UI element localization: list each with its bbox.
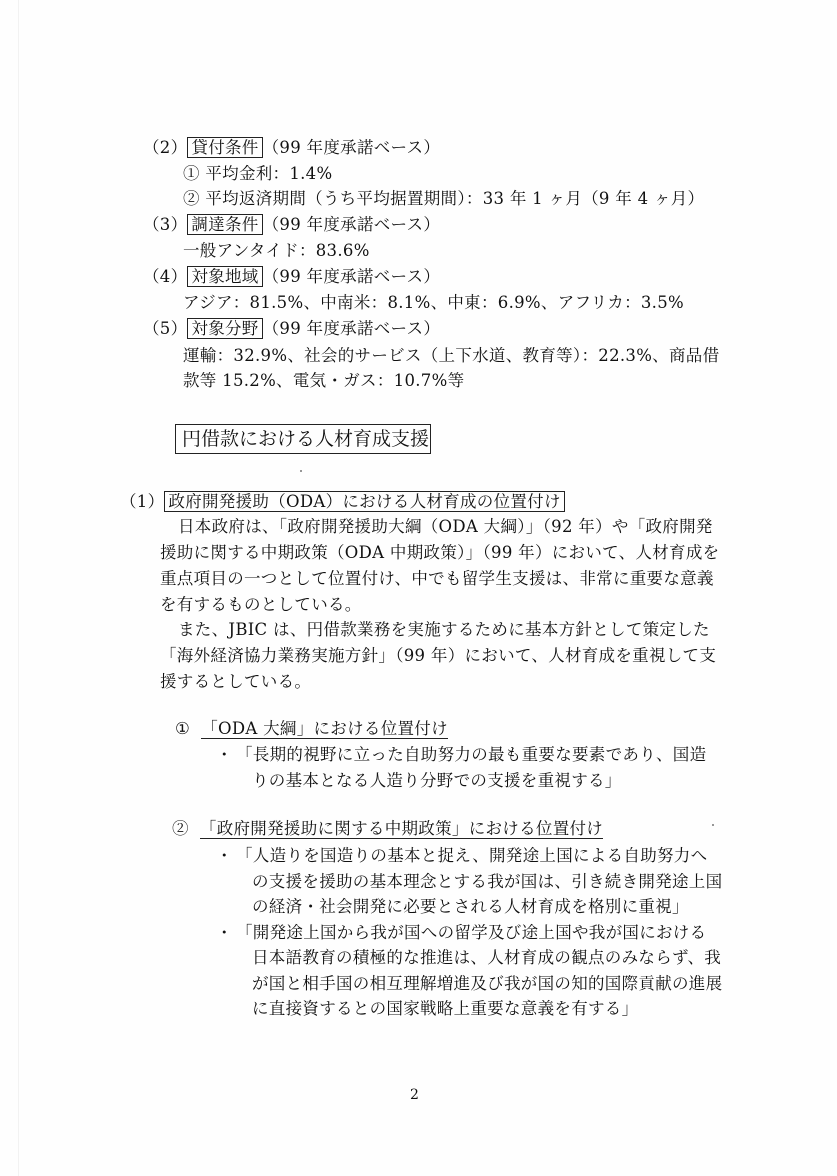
- item-1-label: 「ODA 大綱」における位置付け: [201, 719, 448, 738]
- section-4-text: アジア：81.5%、中南米：8.1%、中東：6.9%、アフリカ：3.5%: [183, 293, 684, 312]
- section-2-header: [143, 137, 440, 159]
- item-2-quote-2-line-4: に直接資するとの国家戦略上重要な意義を有する」: [252, 999, 639, 1018]
- paragraph-2-line-3: 援するとしている。: [160, 672, 312, 691]
- section-3-note: （99 年度承諾ベース）: [262, 215, 441, 234]
- item-1-bullet: ・: [216, 745, 233, 764]
- scan-edge: [18, 0, 19, 1176]
- section-5-header: [143, 318, 440, 340]
- section-4-number: （4）: [143, 267, 188, 286]
- item-2-quote-2-line-2: 日本語教育の積極的な推進は、人材育成の観点のみならず、我: [252, 948, 722, 967]
- item-2-bullet-2: ・: [216, 923, 233, 942]
- section-5-note: （99 年度承諾ベース）: [262, 319, 441, 338]
- page-number: 2: [410, 1087, 419, 1103]
- section-2-number: （2）: [143, 138, 188, 157]
- item-1-header: [175, 718, 448, 740]
- paragraph-1-line-2: 援助に関する中期政策（ODA 中期政策）」（99 年）において、人材育成を: [160, 543, 720, 562]
- section-3-header: [143, 214, 440, 236]
- section-5-number: （5）: [143, 319, 188, 338]
- item-2-quote-2-line-3: が国と相手国の相互理解増進及び我が国の知的国際貢献の進展: [252, 974, 723, 993]
- section-3-text: 一般アンタイド：83.6%: [183, 241, 370, 260]
- item-2-number: ②: [172, 819, 189, 838]
- paragraph-2-line-1: また、JBIC は、円借款業務を実施するために基本方針として策定した: [178, 620, 710, 639]
- section-2-note: （99 年度承諾ベース）: [262, 138, 441, 157]
- scan-speck: [300, 470, 302, 472]
- section-2-item-2: ② 平均返済期間（うち平均据置期間）：33 年 1 ヶ月（9 年 4 ヶ月）: [183, 189, 705, 208]
- section-4-note: （99 年度承諾ベース）: [262, 267, 441, 286]
- section-4-header: [143, 266, 440, 288]
- item-1-number: ①: [175, 719, 191, 738]
- section-2-label: 貸付条件: [187, 137, 262, 158]
- item-2-quote-1-line-3: の経済・社会開発に必要とされる人材育成を格別に重視」: [252, 897, 689, 916]
- item-2-bullet-1: ・: [216, 846, 233, 865]
- scan-speck: [712, 824, 714, 826]
- item-2-header: [172, 818, 603, 840]
- section-5-label: 対象分野: [187, 318, 262, 339]
- item-2-quote-2-line-1: 「開発途上国から我が国への留学及び途上国や我が国における: [236, 923, 707, 942]
- item-2-quote-1-line-2: の支援を援助の基本理念とする我が国は、引き続き開発途上国: [252, 872, 723, 891]
- paragraph-1-line-3: 重点項目の一つとして位置付け、中でも留学生支援は、非常に重要な意義: [160, 569, 714, 588]
- section-3-label: 調達条件: [187, 214, 262, 235]
- section-heading: 円借款における人材育成支援: [175, 424, 431, 454]
- subsection-1-label: 政府開発援助（ODA）における人材育成の位置付け: [164, 491, 564, 512]
- paragraph-1-line-4: を有するものとしている。: [160, 595, 362, 614]
- item-2-label: 「政府開発援助に関する中期政策」における位置付け: [199, 819, 604, 838]
- subsection-1-number: （1）: [120, 492, 165, 511]
- paragraph-1-line-1: 日本政府は、「政府開発援助大綱（ODA 大綱）」（92 年）や「政府開発: [178, 517, 713, 536]
- section-4-label: 対象地域: [187, 266, 262, 287]
- subsection-1-header: [120, 491, 565, 513]
- paragraph-2-line-2: 「海外経済協力業務実施方針」（99 年）において、人材育成を重視して支: [160, 646, 717, 665]
- item-1-quote-line-1: 「長期的視野に立った自助努力の最も重要な要素であり、国造: [236, 745, 707, 764]
- item-2-quote-1-line-1: 「人造りを国造りの基本と捉え、開発途上国による自助努力へ: [236, 846, 708, 865]
- section-2-item-1: ① 平均金利：1.4%: [183, 164, 333, 183]
- section-5-text-line-2: 款等 15.2%、電気・ガス：10.7%等: [183, 371, 465, 390]
- section-5-text-line-1: 運輸：32.9%、社会的サービス（上下水道、教育等）：22.3%、商品借: [183, 346, 720, 365]
- item-1-quote-line-2: りの基本となる人造り分野での支援を重視する」: [252, 771, 622, 790]
- section-3-number: （3）: [143, 215, 188, 234]
